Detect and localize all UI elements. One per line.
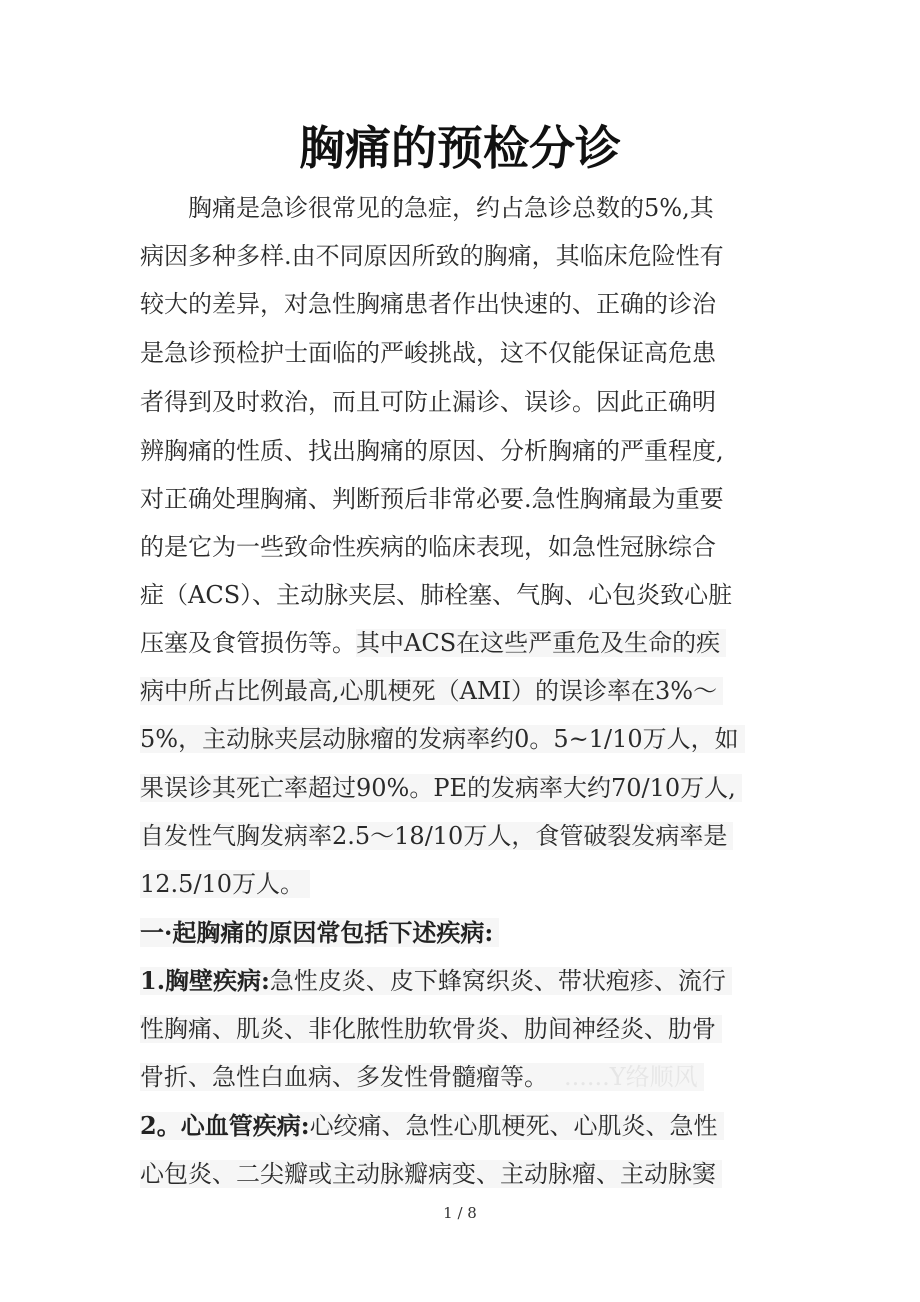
paragraph-line: 病因多种多样.由不同原因所致的胸痛，其临床危险性有 bbox=[140, 242, 724, 270]
item-text: 心包炎、二尖瓣或主动脉瓣病变、主动脉瘤、主动脉窦 bbox=[140, 1160, 722, 1188]
item-label: 1.胸壁疾病: bbox=[140, 966, 270, 995]
shaded-text: 12.5/10万人。 bbox=[140, 870, 310, 898]
shaded-line bbox=[140, 812, 733, 860]
item1-line bbox=[140, 1005, 722, 1053]
section-heading: 一·起胸痛的原因常包括下述疾病: bbox=[140, 918, 499, 947]
item-text: 骨折、急性白血病、多发性骨髓瘤等。 bbox=[140, 1063, 548, 1091]
shaded-text: 其中ACS在这些严重危及生命的疾 bbox=[356, 629, 726, 657]
page-number: 1 / 8 bbox=[443, 1204, 477, 1222]
paragraph-text: 压塞及食管损伤等。 bbox=[140, 629, 356, 657]
paragraph-line: 胸痛是急诊很常见的急症，约占急诊总数的5%,其 bbox=[140, 194, 714, 222]
item-label: 2。心血管疾病: bbox=[140, 1111, 310, 1140]
item1-line bbox=[140, 957, 732, 1005]
item2-line bbox=[140, 1150, 722, 1198]
shaded-text: 自发性气胸发病率2.5～18/10万人，食管破裂发病率是 bbox=[140, 822, 733, 850]
paragraph-line: 的是它为一些致命性疾病的临床表现，如急性冠脉综合 bbox=[140, 533, 716, 561]
shaded-line bbox=[140, 860, 310, 908]
item2-line bbox=[140, 1102, 724, 1150]
shaded-line bbox=[140, 667, 723, 715]
shaded-line bbox=[140, 715, 745, 763]
section-heading-line bbox=[140, 909, 499, 957]
item-text: 心绞痛、急性心肌梗死、心肌炎、急性 bbox=[309, 1112, 718, 1140]
paragraph-line: 对正确处理胸痛、判断预后非常必要.急性胸痛最为重要 bbox=[140, 485, 724, 513]
shaded-text: 病中所占比例最高,心肌梗死（AMI）的误诊率在3%～ bbox=[140, 677, 723, 705]
item1-line bbox=[140, 1053, 704, 1101]
item-text: 性胸痛、肌炎、非化脓性肋软骨炎、肋间神经炎、肋骨 bbox=[140, 1015, 722, 1043]
paragraph-line: 较大的差异，对急性胸痛患者作出快速的、正确的诊治 bbox=[140, 290, 716, 318]
shaded-text: 5%，主动脉夹层动脉瘤的发病率约0。5~1/10万人，如 bbox=[140, 725, 745, 753]
paragraph-line: 辨胸痛的性质、找出胸痛的原因、分析胸痛的严重程度, bbox=[140, 437, 724, 465]
paragraph-line-mixed bbox=[140, 619, 726, 667]
paragraph-line: 者得到及时救治，而且可防止漏诊、误诊。因此正确明 bbox=[140, 388, 716, 416]
document-title: 胸痛的预检分诊 bbox=[299, 121, 621, 175]
faint-mark: ......Y络顺风 bbox=[564, 1063, 698, 1091]
paragraph-line: 是急诊预检护士面临的严峻挑战，这不仅能保证高危患 bbox=[140, 339, 716, 367]
paragraph-line: 症（ACS）、主动脉夹层、肺栓塞、气胸、心包炎致心脏 bbox=[140, 581, 733, 609]
shaded-line bbox=[140, 764, 742, 812]
item-text: 急性皮炎、皮下蜂窝织炎、带状疱疹、流行 bbox=[269, 967, 726, 995]
shaded-text: 果误诊其死亡率超过90%。PE的发病率大约70/10万人, bbox=[140, 774, 742, 802]
